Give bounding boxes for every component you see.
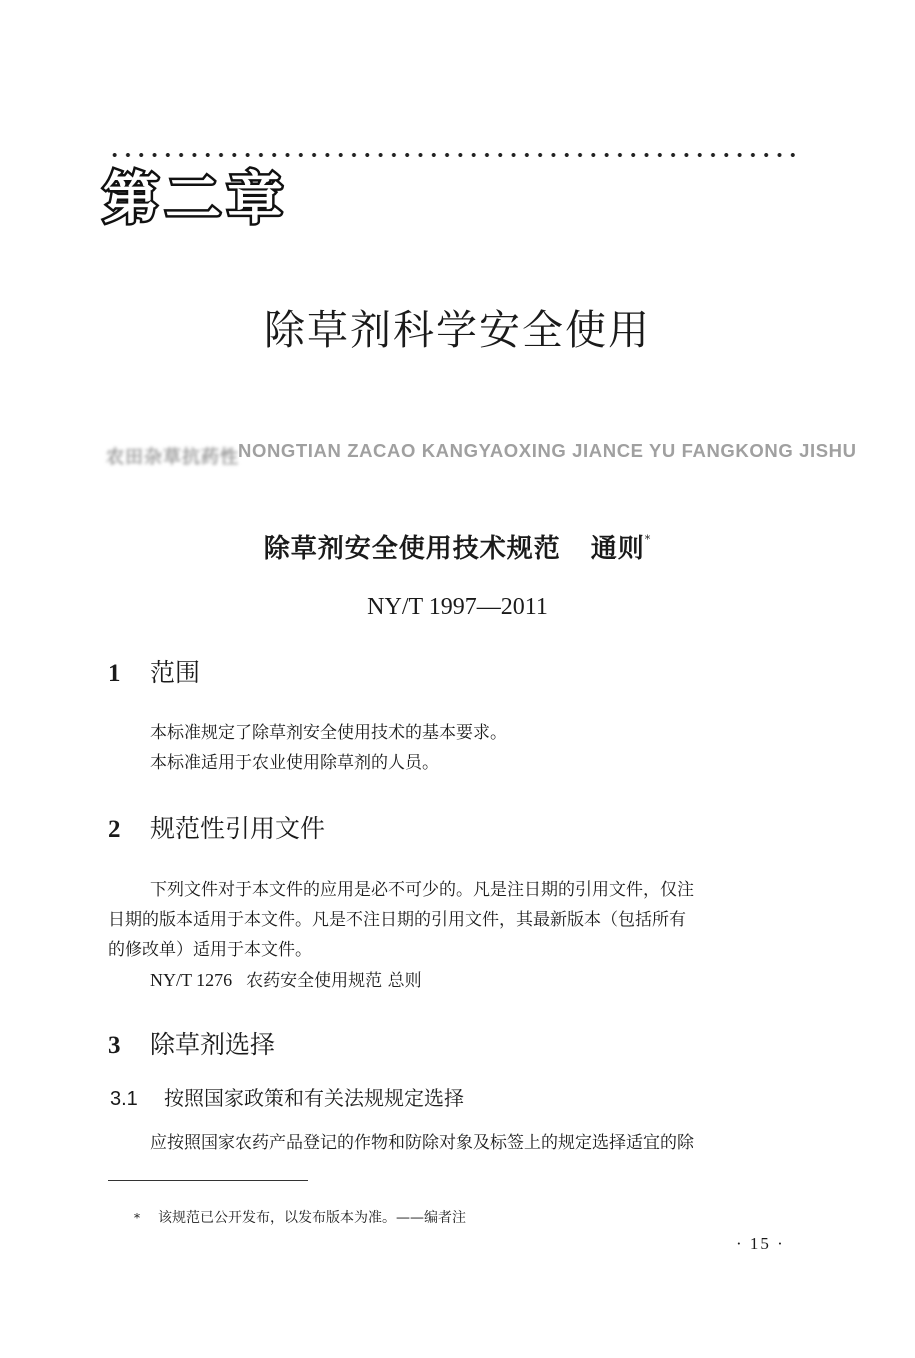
subsection-heading (110, 1082, 464, 1111)
section-heading (108, 660, 200, 686)
standard-title-tail: 通则 (590, 534, 645, 564)
footnote-reference: * (644, 533, 652, 546)
reference-code: NY/T 1276 (150, 970, 233, 990)
text-line: 本标准适用于农业使用除草剂的人员。 (150, 753, 439, 773)
subsection-number: 3.1 (110, 1088, 138, 1110)
section-heading (108, 816, 325, 842)
page-number: · 15 · (736, 1234, 785, 1253)
section-title: 范围 (150, 658, 201, 687)
text-line: 下列文件对于本文件的应用是必不可少的。凡是注日期的引用文件，仅注 (150, 880, 694, 900)
section-number: 1 (108, 660, 121, 687)
section-title: 规范性引用文件 (150, 814, 326, 843)
section-heading (108, 1032, 275, 1058)
series-title-pinyin: NONGTIAN ZACAO KANGYAOXING JIANCE YU FANGKONG JISHU (238, 440, 857, 461)
footnote (134, 1207, 466, 1227)
paragraph (108, 718, 808, 778)
footnote-mark: * (134, 1211, 140, 1225)
section-title: 除草剂选择 (150, 1030, 276, 1059)
text-line: 应按照国家农药产品登记的作物和防除对象及标签上的规定选择适宜的除 (150, 1133, 694, 1153)
standard-title (0, 528, 915, 565)
subsection-title: 按照国家政策和有关法规规定选择 (164, 1086, 464, 1110)
chapter-label: 第二章 (103, 167, 289, 232)
chapter-title: 除草剂科学安全使用 (264, 306, 651, 354)
series-title-chinese: 农田杂草抗药性 (106, 447, 239, 468)
paragraph (108, 1128, 808, 1158)
reference-name: 农药安全使用规范 总则 (246, 971, 422, 991)
standard-title-main: 除草剂安全使用技术规范 (263, 534, 561, 564)
section-number: 3 (108, 1032, 121, 1059)
text-line: 的修改单）适用于本文件。 (108, 940, 312, 960)
paragraph (108, 875, 808, 996)
footnote-text: 该规范已公开发布，以发布版本为准。——编者注 (158, 1210, 466, 1226)
standard-number: NY/T 1997—2011 (367, 594, 548, 620)
text-line: 日期的版本适用于本文件。凡是不注日期的引用文件，其最新版本（包括所有 (108, 910, 686, 930)
section-number: 2 (108, 816, 121, 843)
text-line: 本标准规定了除草剂安全使用技术的基本要求。 (150, 723, 507, 743)
dotted-rule (108, 150, 798, 160)
reference-entry (108, 965, 808, 996)
footnote-rule (108, 1180, 308, 1181)
